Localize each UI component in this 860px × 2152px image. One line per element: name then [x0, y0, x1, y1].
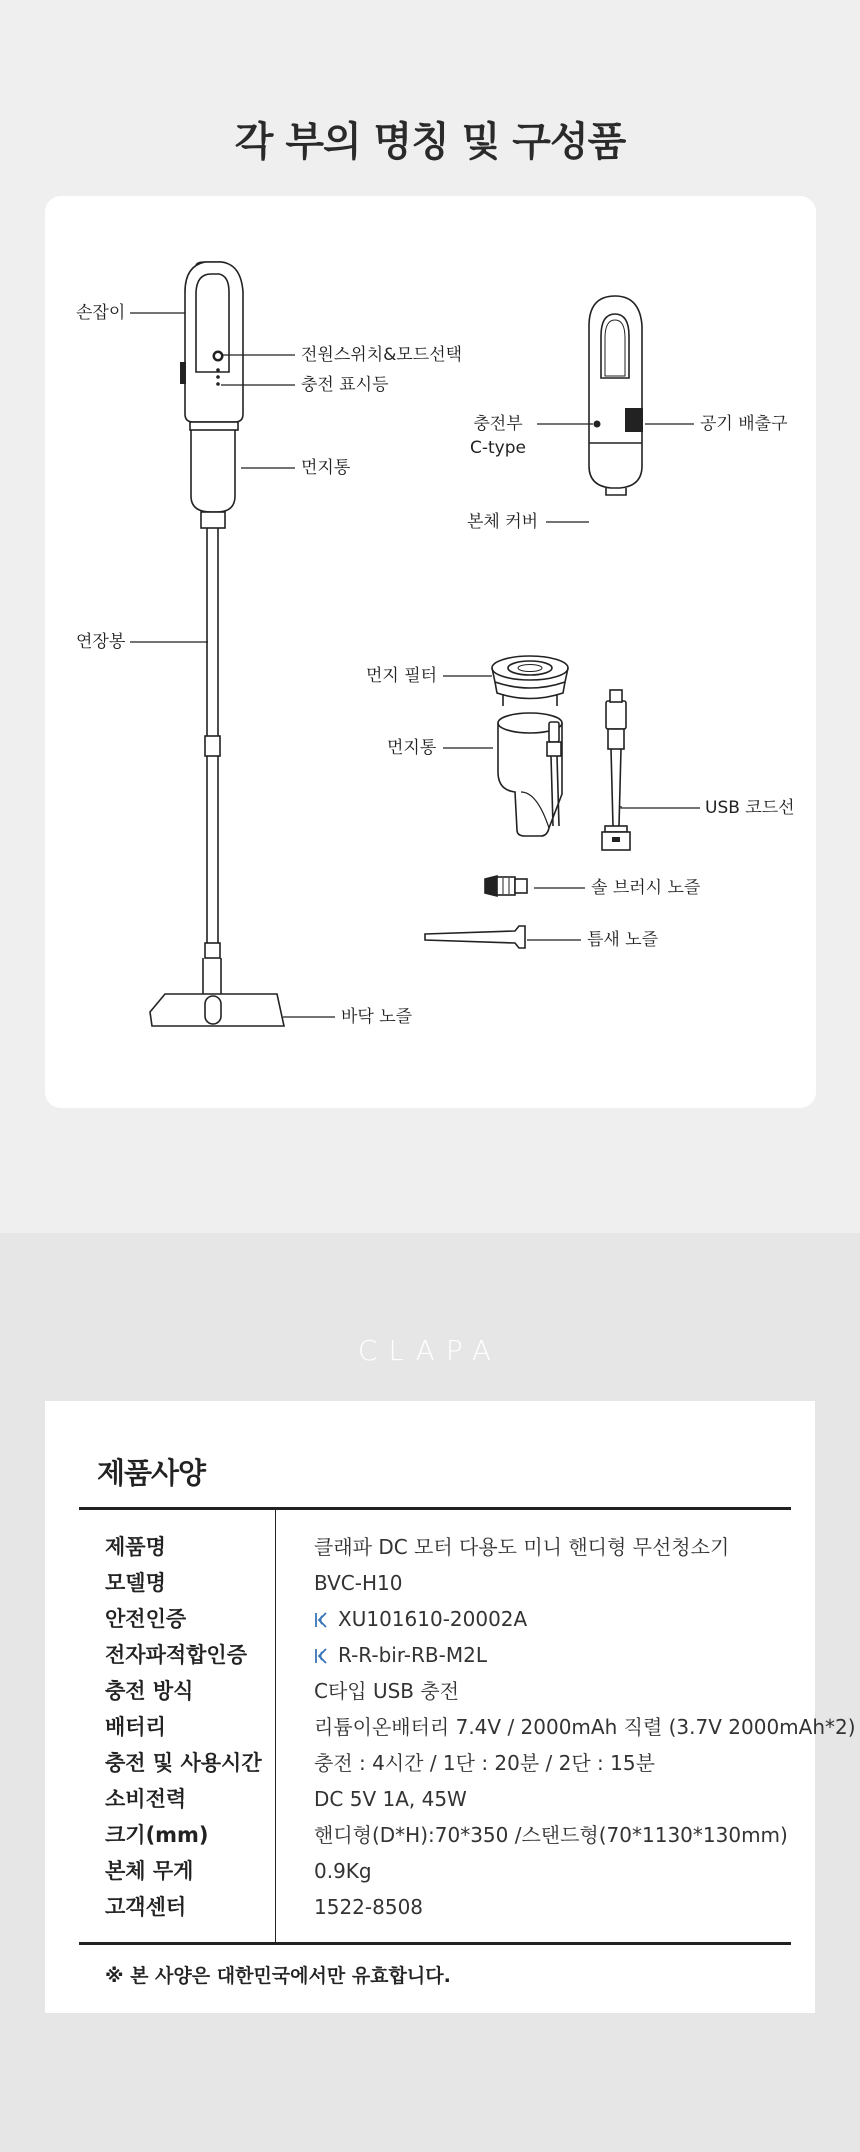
label-charging-port-line1: 충전부: [473, 414, 523, 434]
spec-key: 전자파적합인증: [105, 1643, 248, 1667]
spec-value-text: 리튬이온배터리 7.4V / 2000mAh 직렬 (3.7V 2000mAh*2): [314, 1715, 856, 1739]
label-crevice-nozzle: 틈새 노즐: [587, 930, 659, 950]
spec-value-text: 핸디형(D*H):70*350 /스탠드형(70*1130*130mm): [314, 1823, 788, 1847]
spec-value: [314, 1529, 729, 1565]
label-dust-bin-parts: 먼지통: [387, 738, 437, 758]
label-charge-indicator: 충전 표시등: [301, 375, 389, 395]
spec-value: [314, 1853, 372, 1889]
spec-section: [0, 1233, 860, 2152]
spec-row: [45, 1637, 815, 1673]
spec-value: [314, 1889, 423, 1925]
spec-card: [45, 1401, 856, 2013]
spec-key: 충전 방식: [105, 1679, 194, 1703]
spec-key: 충전 및 사용시간: [105, 1751, 262, 1775]
spec-value: [314, 1781, 467, 1817]
spec-value-text: DC 5V 1A, 45W: [314, 1787, 467, 1811]
spec-note: ※ 본 사양은 대한민국에서만 유효합니다.: [105, 1965, 451, 1987]
spec-value-text: BVC-H10: [314, 1571, 403, 1595]
spec-row: [45, 1565, 815, 1601]
label-power-switch: 전원스위치&모드선택: [301, 345, 463, 365]
spec-value: [314, 1565, 402, 1601]
spec-row: [45, 1889, 815, 1925]
spec-value-text: 충전 : 4시간 / 1단 : 20분 / 2단 : 15분: [314, 1751, 655, 1775]
spec-key: 안전인증: [105, 1607, 187, 1631]
spec-row: [45, 1853, 815, 1889]
spec-key: 소비전력: [105, 1787, 187, 1811]
spec-row: [45, 1745, 815, 1781]
spec-rule-bottom: [79, 1942, 791, 1945]
label-handle: 손잡이: [76, 303, 126, 323]
spec-row: [45, 1781, 815, 1817]
label-floor-nozzle: 바닥 노즐: [341, 1007, 413, 1027]
kc-cert-icon: [314, 1612, 328, 1628]
spec-row: [45, 1817, 815, 1853]
label-charging-port: [465, 414, 531, 458]
spec-key: 제품명: [105, 1535, 166, 1559]
parts-diagram: [45, 196, 816, 1108]
label-dust-bin: 먼지통: [301, 458, 351, 478]
spec-value: [314, 1673, 459, 1709]
kc-cert-icon: [314, 1648, 328, 1664]
spec-table: [45, 1529, 856, 1925]
spec-row: [45, 1673, 815, 1709]
parts-diagram-card: [45, 196, 816, 1108]
spec-value-text: 1522-8508: [314, 1895, 424, 1919]
label-extension-rod: 연장봉: [76, 632, 126, 652]
page-title: 각 부의 명칭 및 구성품: [234, 119, 626, 165]
spec-value-text: XU101610-20002A: [338, 1607, 528, 1631]
spec-rule-top: [79, 1507, 791, 1510]
spec-value-text: C타입 USB 충전: [314, 1679, 460, 1703]
spec-key: 본체 무게: [105, 1859, 194, 1883]
crevice-nozzle-illustration: [425, 926, 525, 948]
label-body-cover: 본체 커버: [467, 512, 539, 532]
spec-value: [314, 1817, 788, 1853]
spec-value: [314, 1637, 487, 1673]
label-usb-cord: USB 코드선: [705, 798, 795, 818]
label-charging-port-line2: C-type: [470, 438, 526, 458]
spec-row: [45, 1601, 815, 1637]
spec-key: 크기(mm): [105, 1823, 209, 1847]
spec-value: [314, 1745, 655, 1781]
stick-vacuum-illustration: [150, 262, 284, 1026]
handheld-body-illustration: [589, 296, 643, 495]
spec-title: 제품사양: [97, 1456, 206, 1490]
spec-row: [45, 1709, 856, 1745]
label-air-outlet: 공기 배출구: [700, 414, 788, 434]
spec-value-text: 클래파 DC 모터 다용도 미니 핸디형 무선청소기: [314, 1535, 730, 1559]
spec-value-text: 0.9Kg: [314, 1859, 372, 1883]
label-brush-nozzle: 솔 브러시 노즐: [591, 878, 701, 898]
usb-cord-illustration: [547, 690, 630, 850]
spec-key: 배터리: [105, 1715, 166, 1739]
spec-key: 모델명: [105, 1571, 166, 1595]
brush-nozzle-illustration: [485, 876, 527, 896]
brand-logo: CLAPA: [357, 1334, 503, 1367]
spec-value-text: R-R-bir-RB-M2L: [338, 1643, 487, 1667]
spec-value: [314, 1601, 527, 1637]
spec-key: 고객센터: [105, 1895, 187, 1919]
label-dust-filter: 먼지 필터: [366, 666, 438, 686]
spec-value: [314, 1709, 856, 1745]
spec-row: [45, 1529, 815, 1565]
